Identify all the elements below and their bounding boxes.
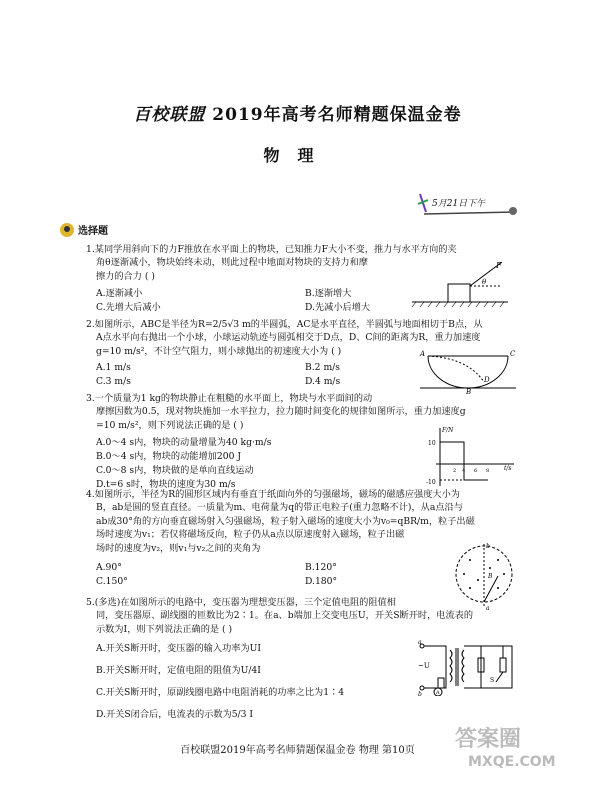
q5-transformer-circuit [416, 636, 518, 696]
question-line: A点水平向右抛出一个小球，小球运动轨迹与圆弧相交于D点，D、C间的距离为R，重力加速度 [96, 332, 481, 344]
svg-text:t/s: t/s [504, 465, 512, 472]
svg-text:A: A [420, 350, 426, 358]
exam-title: 2019年高考名师精题保温金卷 [212, 105, 462, 125]
svg-text:4: 4 [462, 468, 466, 474]
question-5 [86, 596, 516, 636]
corner-watermark-url: MXQE.COM [468, 754, 556, 770]
option: A.开关S断开时，变压器的输入功率为UI [96, 643, 262, 654]
question-line: =10 m/s²，则下列说法正确的是 ( ) [96, 419, 244, 431]
q3-force-time-graph [426, 424, 518, 490]
section-header [60, 222, 108, 237]
svg-text:6: 6 [474, 468, 478, 474]
svg-text:~U: ~U [418, 662, 430, 670]
option: D.先减小后增大 [305, 302, 371, 313]
question-line: 1.某同学用斜向下的力F推放在水平面上的物块，已知推力F大小不变，推力与水平方向的夹 [86, 244, 457, 255]
option: B.逐渐增大 [305, 288, 352, 299]
svg-text:F: F [496, 261, 502, 270]
person-icon [60, 223, 74, 237]
q2-semicircle-diagram [418, 346, 518, 394]
question-line: 角θ逐渐减小，物块始终未动，则此过程中地面对物块的支持力和摩 [96, 257, 368, 269]
svg-text:10: 10 [428, 440, 436, 447]
subject-title: 物理 [263, 146, 332, 165]
question-line: 同，变压器原、副线圈的匝数比为2∶1。在a、b端加上交变电压U，开关S断开时，电流表的 [96, 610, 474, 622]
brand-logo: 百校联盟 [133, 105, 206, 125]
question-line: 4.如图所示，半径为R的圆形区域内有垂直于纸面向外的匀强磁场，磁场的磁感应强度大小为 [86, 489, 460, 500]
question-line: 2.如图所示，ABC是半径为R=2/5√3 m的半圆弧，AC是水平直径，半圆弧与地面相切于B点，从 [86, 319, 483, 330]
svg-text:2: 2 [453, 468, 457, 474]
question-line: 5.(多选)在如图所示的电路中，变压器为理想变压器，三个定值电阻的阻值相 [86, 597, 396, 608]
svg-text:θ: θ [482, 278, 487, 286]
page-header [0, 100, 595, 125]
option: D.t=6 s时，物块的速度为30 m/s [96, 479, 236, 490]
option: A.逐渐减小 [96, 288, 143, 299]
q1-block-diagram [410, 258, 510, 310]
svg-text:S: S [490, 677, 495, 684]
option: B.2 m/s [305, 362, 340, 373]
question-line: 摩擦因数为0.5，现对物块施加一水平拉力，拉力随时间变化的规律如图所示，重力加速度g [96, 406, 466, 418]
svg-text:C: C [510, 350, 516, 358]
question-line: 场时的速度为v₂，则v₁与v₂之间的夹角为 [96, 542, 261, 554]
option: C.先增大后减小 [96, 302, 161, 313]
question-line: 示数为I，则下列说法正确的是 ( ) [96, 623, 233, 635]
option: C.0～8 s内，物块做的是单向直线运动 [96, 465, 254, 476]
svg-text:b: b [418, 691, 422, 696]
question-line: 3.一个质量为1 kg的物块静止在粗糙的水平面上，物块与水平面间的动 [86, 393, 373, 404]
corner-watermark: 答案圈 [455, 727, 522, 752]
option: B.0～4 s内，物块的动能增加200 J [96, 451, 242, 462]
svg-text:D: D [484, 376, 490, 384]
section-title: 选择题 [78, 226, 108, 237]
svg-text:a: a [418, 639, 422, 646]
option: A.0～4 s内，物块的动量增量为40 kg·m/s [96, 437, 272, 448]
page-footer: 百校联盟2019年高考名师猜题保温金卷 物理 第10页 [180, 745, 415, 756]
svg-text:b: b [486, 543, 490, 550]
svg-text:F/N: F/N [442, 427, 454, 434]
svg-text:a: a [486, 605, 490, 610]
date-badge-text: 5月21日下午 [432, 199, 486, 209]
option: C.150° [96, 576, 128, 587]
question-line: 场时速度为v₁；若仅将磁场反向，粒子仍从a点以原速度射入磁场，粒子出磁 [96, 529, 405, 541]
option: B.开关S断开时，定值电阻的阻值为U/4I [96, 665, 261, 676]
svg-text:8: 8 [486, 468, 490, 474]
option: A.1 m/s [96, 362, 131, 373]
svg-text:-10: -10 [426, 479, 436, 486]
option: D.4 m/s [305, 376, 341, 387]
svg-text:B: B [466, 388, 472, 394]
option: B.120° [305, 562, 337, 573]
question-line: ab成30°角的方向垂直磁场射入匀强磁场，粒子射入磁场的速度大小为v₀=qBR/m，粒子出磁 [96, 515, 475, 527]
svg-text:A: A [436, 690, 440, 696]
option: C.开关S断开时，原副线圈电路中电阻消耗的功率之比为1∶4 [96, 687, 345, 698]
option: C.3 m/s [96, 376, 131, 387]
question-line: g=10 m/s²，不计空气阻力，则小球抛出的初速度大小为 ( ) [96, 345, 342, 357]
question-line: B，ab是圆的竖直直径。一质量为m、电荷量为q的带正电粒子(重力忽略不计)，从a点沿与 [96, 502, 463, 514]
svg-text:B: B [488, 573, 493, 580]
option: D.开关S闭合后，电流表的示数为5/3 I [96, 709, 254, 720]
option: A.90° [96, 562, 122, 573]
question-line: 擦力的合力 ( ) [96, 270, 155, 282]
option: D.180° [305, 576, 338, 587]
